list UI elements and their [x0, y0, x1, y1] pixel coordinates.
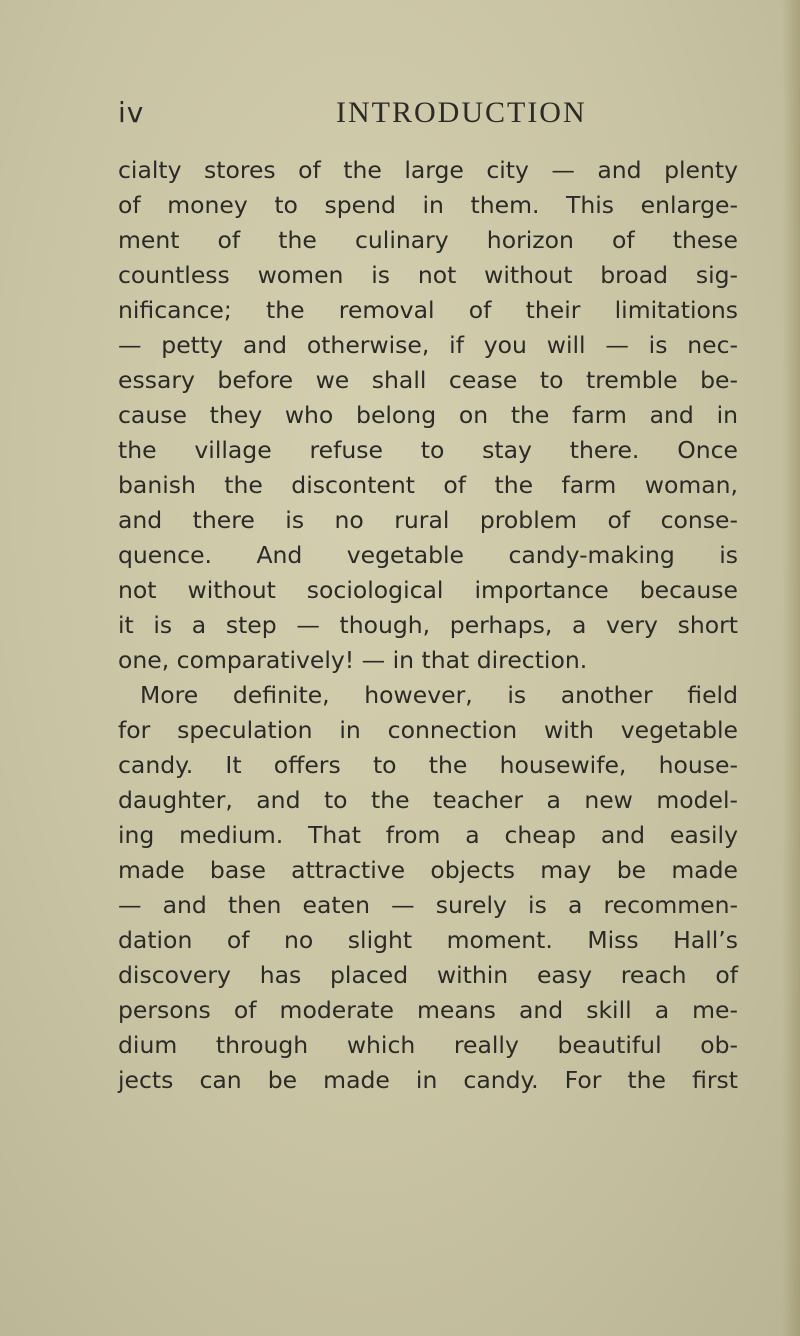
text-line: banish the discontent of the farm woman,	[118, 471, 738, 499]
text-line: ment of the culinary horizon of these	[118, 226, 738, 254]
text-line: candy. It offers to the housewife, house-	[118, 751, 738, 779]
text-line: made base attractive objects may be made	[118, 856, 738, 884]
text-line: the village refuse to stay there. Once	[118, 436, 738, 464]
paragraph-start-line: More definite, however, is another field	[140, 681, 738, 709]
text-line: daughter, and to the teacher a new model-	[118, 786, 738, 814]
text-line: dium through which really beautiful ob-	[118, 1031, 738, 1059]
page-header	[118, 96, 738, 136]
text-line: it is a step — though, perhaps, a very short	[118, 611, 738, 639]
text-line: — petty and otherwise, if you will — is nec-	[118, 331, 738, 359]
text-line: quence. And vegetable candy-making is	[118, 541, 738, 569]
text-line: and there is no rural problem of conse-	[118, 506, 738, 534]
text-line: countless women is not without broad sig-	[118, 261, 738, 289]
page-number: iv	[118, 96, 145, 129]
text-line: of money to spend in them. This enlarge-	[118, 191, 738, 219]
text-line: persons of moderate means and skill a me-	[118, 996, 738, 1024]
text-line: cialty stores of the large city — and plenty	[118, 156, 738, 184]
text-line: discovery has placed within easy reach of	[118, 961, 738, 989]
text-line: one, comparatively! — in that direction.	[118, 646, 588, 674]
text-line: for speculation in connection with vegetable	[118, 716, 738, 744]
body-text	[118, 153, 738, 1098]
text-line: nificance; the removal of their limitations	[118, 296, 738, 324]
text-line: dation of no slight moment. Miss Hall’s	[118, 926, 738, 954]
page-edge-shadow	[782, 0, 800, 1336]
text-line: essary before we shall cease to tremble be-	[118, 366, 738, 394]
text-line: jects can be made in candy. For the first	[118, 1066, 738, 1094]
text-line: ing medium. That from a cheap and easily	[118, 821, 738, 849]
text-line: — and then eaten — surely is a recommen-	[118, 891, 738, 919]
running-head: INTRODUCTION	[336, 96, 587, 129]
text-line: cause they who belong on the farm and in	[118, 401, 738, 429]
text-line: not without sociological importance because	[118, 576, 738, 604]
